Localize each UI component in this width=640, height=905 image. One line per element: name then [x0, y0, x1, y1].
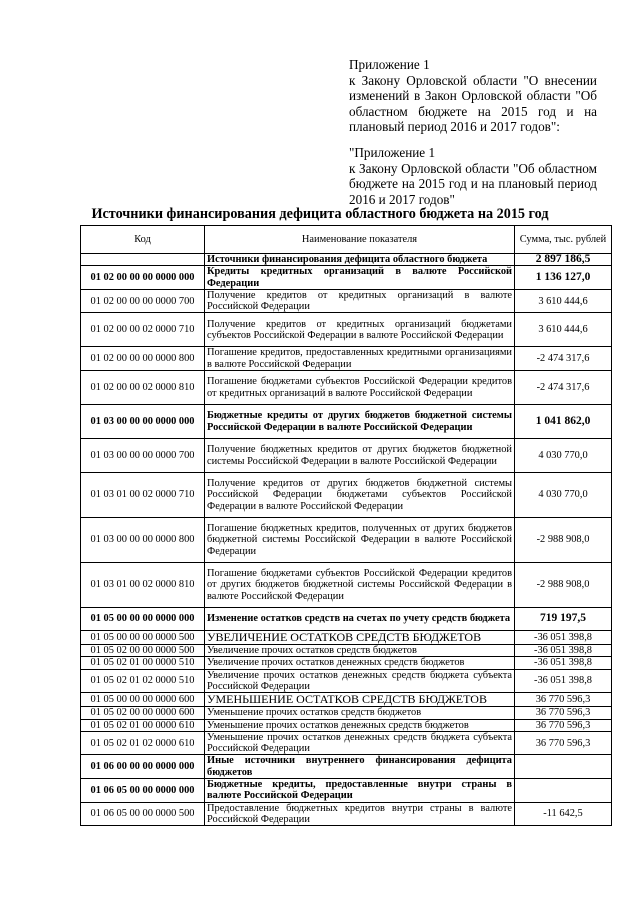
row-sum: 3 610 444,6: [515, 313, 612, 347]
row-code: 01 03 00 00 00 0000 700: [81, 439, 205, 473]
row-code: 01 02 00 00 00 0000 700: [81, 289, 205, 313]
row-code: 01 03 01 00 02 0000 710: [81, 473, 205, 518]
row-name: Кредиты кредитных организаций в валюте Российской Федерации: [205, 266, 515, 290]
table-row: [81, 802, 612, 826]
row-name: Бюджетные кредиты от других бюджетов бюджетной системы Российской Федерации в валюте Российской Федерации: [205, 405, 515, 439]
row-code: 01 05 02 00 00 0000 600: [81, 707, 205, 719]
row-sum: -2 474 317,6: [515, 347, 612, 371]
row-code: 01 02 00 00 02 0000 810: [81, 371, 205, 405]
row-code: 01 05 00 00 00 0000 000: [81, 608, 205, 631]
row-sum: 36 770 596,3: [515, 719, 612, 731]
table-row: [81, 254, 612, 266]
row-sum: -36 051 398,8: [515, 631, 612, 645]
annex-note-original: [349, 145, 597, 207]
table-row: [81, 645, 612, 657]
document-title: Источники финансирования дефицита областного бюджета на 2015 год: [91, 206, 549, 222]
row-code: 01 06 05 00 00 0000 500: [81, 802, 205, 826]
table-row: [81, 693, 612, 707]
row-name: Изменение остатков средств на счетах по учету средств бюджета: [205, 608, 515, 631]
row-sum: -2 474 317,6: [515, 371, 612, 405]
row-name: Источники финансирования дефицита областного бюджета: [205, 254, 515, 266]
table-row: [81, 371, 612, 405]
row-name: УМЕНЬШЕНИЕ ОСТАТКОВ СРЕДСТВ БЮДЖЕТОВ: [205, 693, 515, 707]
row-code: 01 02 00 00 02 0000 710: [81, 313, 205, 347]
row-code: 01 03 01 00 02 0000 810: [81, 563, 205, 608]
row-code: 01 05 00 00 00 0000 500: [81, 631, 205, 645]
row-name: Погашение кредитов, предоставленных кредитными организациями в валюте Российской Федерации: [205, 347, 515, 371]
row-sum: [515, 779, 612, 803]
row-name: Увеличение прочих остатков денежных средств бюджетов: [205, 657, 515, 669]
table-row: [81, 755, 612, 779]
row-code: 01 06 00 00 00 0000 000: [81, 755, 205, 779]
table-row: [81, 707, 612, 719]
sources-table: [80, 225, 612, 826]
header-name: Наименование показателя: [205, 226, 515, 254]
table-row: [81, 608, 612, 631]
header-code: Код: [81, 226, 205, 254]
row-sum: -11 642,5: [515, 802, 612, 826]
row-code: 01 06 05 00 00 0000 000: [81, 779, 205, 803]
row-sum: 36 770 596,3: [515, 693, 612, 707]
row-code: 01 05 02 00 00 0000 500: [81, 645, 205, 657]
row-code: 01 02 00 00 00 0000 000: [81, 266, 205, 290]
row-name: Погашение бюджетных кредитов, полученных от других бюджетов бюджетной системы Российской Федерации в валюте Российской Федерации: [205, 518, 515, 563]
table-row: [81, 313, 612, 347]
row-code: [81, 254, 205, 266]
row-sum: 36 770 596,3: [515, 731, 612, 755]
row-code: 01 05 02 01 02 0000 510: [81, 669, 205, 693]
row-code: 01 05 02 01 02 0000 610: [81, 731, 205, 755]
row-sum: -2 988 908,0: [515, 563, 612, 608]
row-name: Погашение бюджетами субъектов Российской Федерации кредитов от других бюджетов бюджетной системы Российской Федерации в валюте Российской Федерации: [205, 563, 515, 608]
row-name: Получение бюджетных кредитов от других бюджетов бюджетной системы Российской Федерации в валюте Российской Федерации: [205, 439, 515, 473]
row-sum: -2 988 908,0: [515, 518, 612, 563]
table-row: [81, 631, 612, 645]
annex-heading: "Приложение 1: [349, 145, 436, 160]
table-row: [81, 347, 612, 371]
row-name: Получение кредитов от кредитных организаций бюджетами субъектов Российской Федерации в валюте Российской Федерации: [205, 313, 515, 347]
row-sum: 2 897 186,5: [515, 254, 612, 266]
row-name: Бюджетные кредиты, предоставленные внутри страны в валюте Российской Федерации: [205, 779, 515, 803]
table-row: [81, 657, 612, 669]
table-row: [81, 518, 612, 563]
row-sum: -36 051 398,8: [515, 657, 612, 669]
table-row: [81, 719, 612, 731]
row-name: Увеличение прочих остатков денежных средств бюджета субъекта Российской Федерации: [205, 669, 515, 693]
table-row: [81, 669, 612, 693]
row-name: Погашение бюджетами субъектов Российской Федерации кредитов от кредитных организаций в валюте Российской Федерации: [205, 371, 515, 405]
row-name: Уменьшение прочих остатков средств бюджетов: [205, 707, 515, 719]
row-sum: 719 197,5: [515, 608, 612, 631]
row-sum: -36 051 398,8: [515, 645, 612, 657]
row-sum: -36 051 398,8: [515, 669, 612, 693]
row-sum: 36 770 596,3: [515, 707, 612, 719]
table-row: [81, 266, 612, 290]
header-sum: Сумма, тыс. рублей: [515, 226, 612, 254]
row-name: Увеличение прочих остатков средств бюджетов: [205, 645, 515, 657]
table-row: [81, 405, 612, 439]
annex-text: к Закону Орловской области "О внесении изменений в Закон Орловской области "Об областном бюджете на 2015 год и на плановый период 2016 и 2017 годов":: [349, 72, 597, 134]
annex-note: [349, 57, 597, 135]
annex-text: к Закону Орловской области "Об областном бюджете на 2015 год и на плановый период 2016 и 2017 годов": [349, 160, 597, 207]
annex-heading: Приложение 1: [349, 57, 430, 72]
row-name: Иные источники внутреннего финансирования дефицита бюджетов: [205, 755, 515, 779]
row-name: Предоставление бюджетных кредитов внутри страны в валюте Российской Федерации: [205, 802, 515, 826]
row-sum: [515, 755, 612, 779]
row-sum: 4 030 770,0: [515, 473, 612, 518]
row-code: 01 05 02 01 00 0000 610: [81, 719, 205, 731]
table-row: [81, 779, 612, 803]
table-header-row: [81, 226, 612, 254]
table-row: [81, 473, 612, 518]
table-row: [81, 731, 612, 755]
row-name: Уменьшение прочих остатков денежных средств бюджетов: [205, 719, 515, 731]
row-name: Уменьшение прочих остатков денежных средств бюджета субъекта Российской Федерации: [205, 731, 515, 755]
row-sum: 4 030 770,0: [515, 439, 612, 473]
row-sum: 3 610 444,6: [515, 289, 612, 313]
row-sum: 1 136 127,0: [515, 266, 612, 290]
row-name: УВЕЛИЧЕНИЕ ОСТАТКОВ СРЕДСТВ БЮДЖЕТОВ: [205, 631, 515, 645]
row-name: Получение кредитов от кредитных организаций в валюте Российской Федерации: [205, 289, 515, 313]
row-sum: 1 041 862,0: [515, 405, 612, 439]
table-row: [81, 439, 612, 473]
row-code: 01 03 00 00 00 0000 000: [81, 405, 205, 439]
row-code: 01 05 00 00 00 0000 600: [81, 693, 205, 707]
table-row: [81, 563, 612, 608]
row-code: 01 02 00 00 00 0000 800: [81, 347, 205, 371]
table-row: [81, 289, 612, 313]
row-code: 01 03 00 00 00 0000 800: [81, 518, 205, 563]
row-code: 01 05 02 01 00 0000 510: [81, 657, 205, 669]
row-name: Получение кредитов от других бюджетов бюджетной системы Российской Федерации бюджетами субъектов Российской Федерации в валюте Российской Федерации: [205, 473, 515, 518]
